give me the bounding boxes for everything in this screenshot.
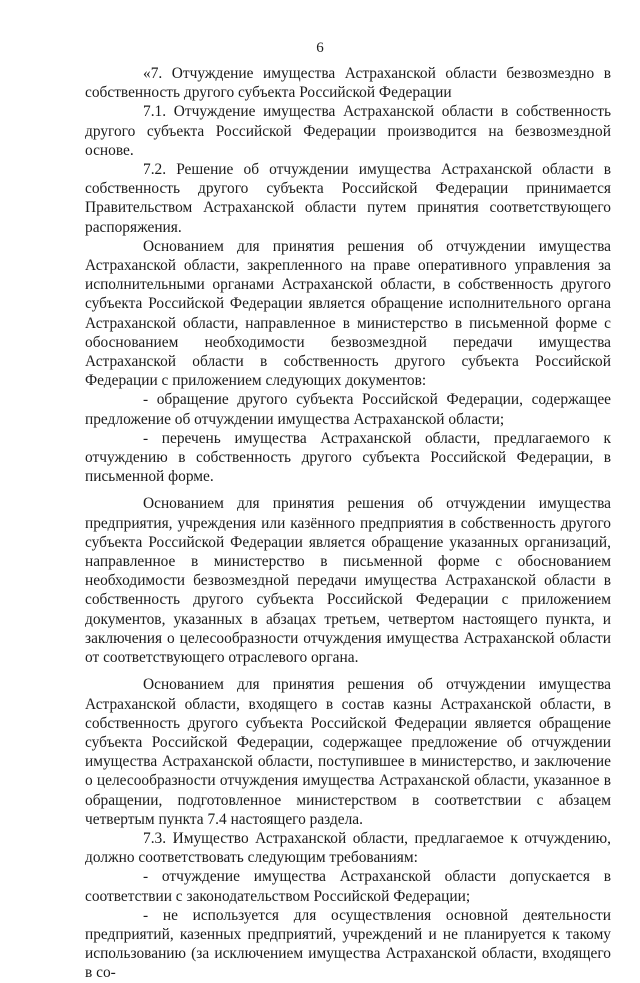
paragraph: 7.1. Отчуждение имущества Астраханской области в собственность другого субъекта Российской Федерации производится на безвозмездной основе. [85,103,611,159]
list-item: - отчуждение имущества Астраханской области допускается в соответствии с законодательством Российской Федерации; [85,868,611,905]
paragraph: 7.3. Имущество Астраханской области, предлагаемое к отчуждению, должно соответствовать следующим требованиям: [85,829,611,867]
page-number: 6 [316,40,324,56]
document-body [85,64,611,983]
paragraph: Основанием для принятия решения об отчуждении имущества Астраханской области, закрепленного на праве оперативного управления за исполнительными органами Астраханской области, в собственность другого субъекта Российской Федерации является обращение исполнительного органа Астраханской области, направленное в министерство в письменной форме с обоснованием необходимости безвозмездной передачи имущества Астраханской области в собственность другого субъекта Российской Федерации с приложением следующих документов: [85,237,611,390]
list-item: - обращение другого субъекта Российской Федерации, содержащее предложение об отчуждении имущества Астраханской области; [85,391,611,428]
paragraph: 7.2. Решение об отчуждении имущества Астраханской области в собственность другого субъекта Российской Федерации принимается Правительством Астраханской области путем принятия соответствующего распоряжения. [85,161,611,236]
section-heading: «7. Отчуждение имущества Астраханской области безвозмездно в собственность другого субъекта Российской Федерации [85,65,611,102]
paragraph: Основанием для принятия решения об отчуждении имущества Астраханской области, входящего в состав казны Астраханской области, в собственность другого субъекта Российской Федерации является обращение субъекта Российской Федерации, содержащее предложение об отчуждении имущества Астраханской области, поступившее в министерство, и заключение о целесообразности отчуждения имущества Астраханской области, указанное в обращении, подготовленное министерством в соответствии с абзацем четвертым пункта 7.4 настоящего раздела. [85,676,611,828]
list-item: - перечень имущества Астраханской области, предлагаемого к отчуждению в собственность другого субъекта Российской Федерации, в письменной форме. [85,429,611,486]
paragraph: Основанием для принятия решения об отчуждении имущества предприятия, учреждения или казённого предприятия в собственность другого субъекта Российской Федерации является обращение указанных организаций, направленное в министерство в письменной форме с обоснованием необходимости безвозмездной передачи имущества Астраханской области в собственность другого субъекта Российской Федерации с приложением документов, указанных в абзацах третьем, четвертом настоящего пункта, и заключения о целесообразности отчуждения имущества Астраханской области от соответствующего отраслевого органа. [85,495,611,667]
list-item: - не используется для осуществления основной деятельности предприятий, казенных предприятий, учреждений и не планируется к такому использованию (за исключением имущества Астраханской области, входящего в со- [85,906,611,982]
